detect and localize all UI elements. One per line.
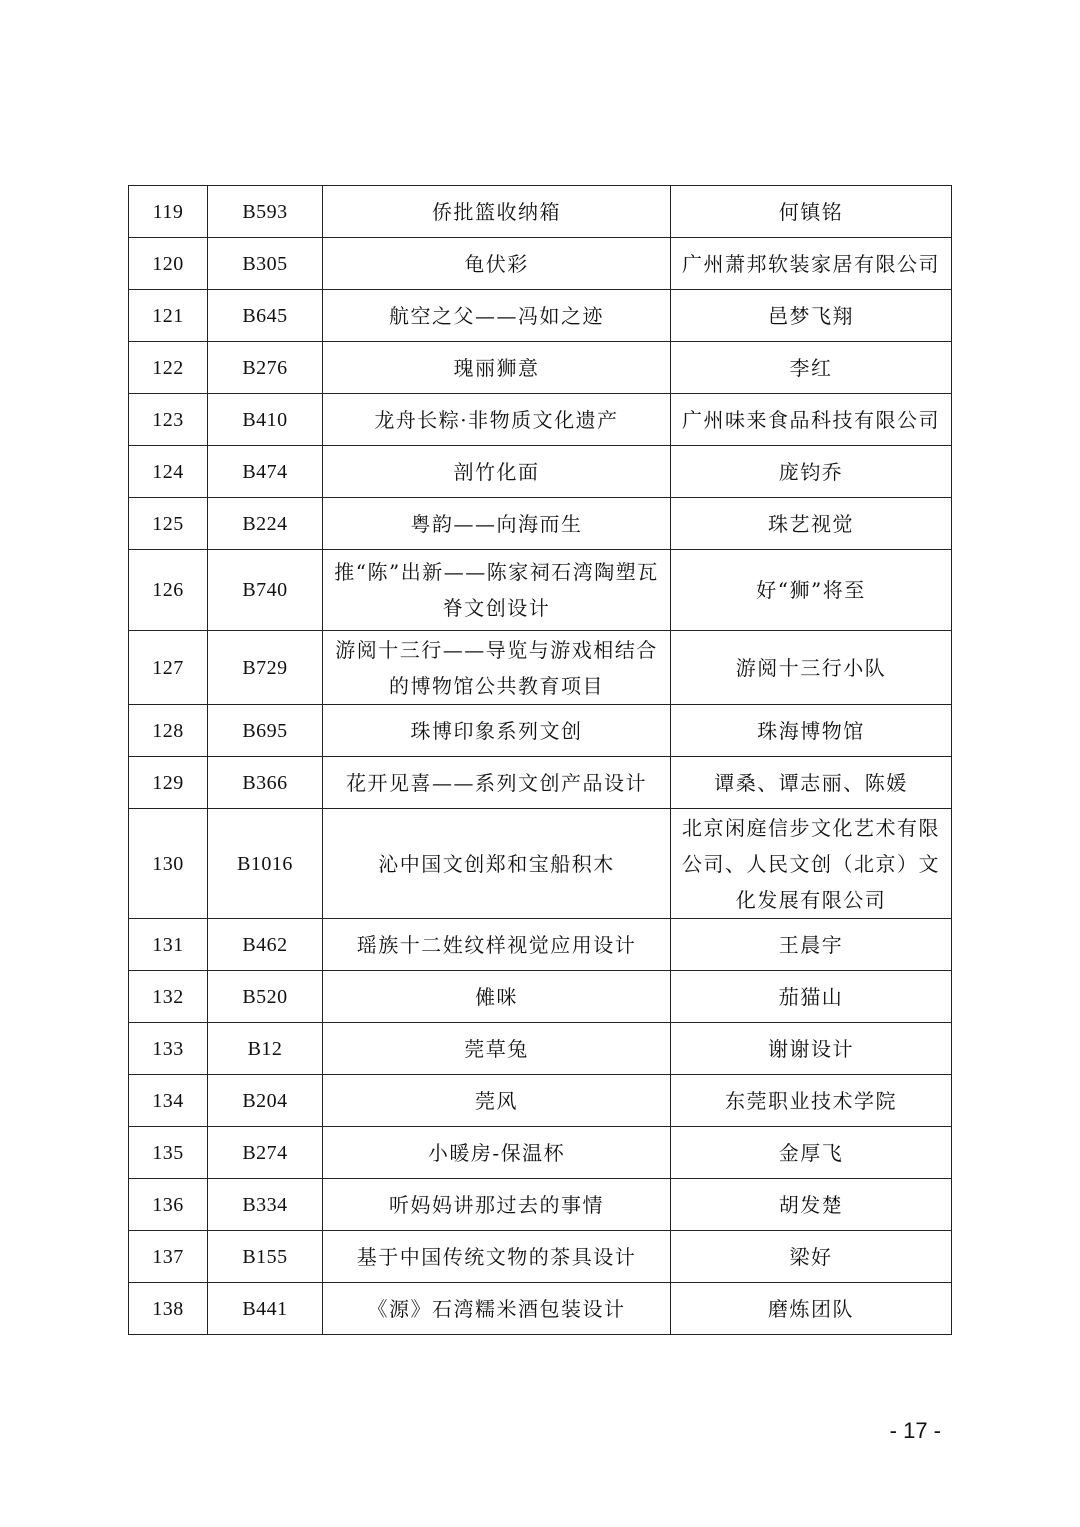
entry-title: 珠博印象系列文创 <box>323 705 671 757</box>
row-number: 133 <box>129 1023 208 1075</box>
entry-code: B474 <box>208 446 323 498</box>
table-row <box>129 342 952 394</box>
entry-author: 庞钧乔 <box>671 446 952 498</box>
entry-code: B155 <box>208 1231 323 1283</box>
row-number: 137 <box>129 1231 208 1283</box>
row-number: 134 <box>129 1075 208 1127</box>
entry-title: 瑶族十二姓纹样视觉应用设计 <box>323 919 671 971</box>
entry-title: 推“陈”出新——陈家祠石湾陶塑瓦脊文创设计 <box>323 550 671 631</box>
entry-title: 侨批篮收纳箱 <box>323 186 671 238</box>
entry-author: 游阅十三行小队 <box>671 631 952 705</box>
entry-code: B12 <box>208 1023 323 1075</box>
table-row <box>129 757 952 809</box>
row-number: 125 <box>129 498 208 550</box>
row-number: 119 <box>129 186 208 238</box>
entry-title: 莞草兔 <box>323 1023 671 1075</box>
entry-code: B366 <box>208 757 323 809</box>
entry-title: 《源》石湾糯米酒包装设计 <box>323 1283 671 1335</box>
entry-code: B441 <box>208 1283 323 1335</box>
entry-author: 茄猫山 <box>671 971 952 1023</box>
entry-code: B334 <box>208 1179 323 1231</box>
table-row <box>129 238 952 290</box>
row-number: 130 <box>129 809 208 919</box>
table-row <box>129 1023 952 1075</box>
entry-title: 听妈妈讲那过去的事情 <box>323 1179 671 1231</box>
row-number: 132 <box>129 971 208 1023</box>
entry-author: 金厚飞 <box>671 1127 952 1179</box>
row-number: 123 <box>129 394 208 446</box>
entry-code: B410 <box>208 394 323 446</box>
entry-author: 何镇铭 <box>671 186 952 238</box>
table-row <box>129 498 952 550</box>
entry-title: 游阅十三行——导览与游戏相结合的博物馆公共教育项目 <box>323 631 671 705</box>
row-number: 138 <box>129 1283 208 1335</box>
entry-title: 瑰丽狮意 <box>323 342 671 394</box>
table-row <box>129 631 952 705</box>
entry-author: 梁好 <box>671 1231 952 1283</box>
table-row <box>129 290 952 342</box>
entry-code: B729 <box>208 631 323 705</box>
entry-code: B224 <box>208 498 323 550</box>
row-number: 126 <box>129 550 208 631</box>
table-row <box>129 1283 952 1335</box>
table-row <box>129 971 952 1023</box>
entry-title: 剖竹化面 <box>323 446 671 498</box>
row-number: 121 <box>129 290 208 342</box>
row-number: 129 <box>129 757 208 809</box>
entry-code: B593 <box>208 186 323 238</box>
row-number: 136 <box>129 1179 208 1231</box>
entry-title: 莞风 <box>323 1075 671 1127</box>
entry-author: 北京闲庭信步文化艺术有限公司、人民文创（北京）文化发展有限公司 <box>671 809 952 919</box>
page-number: - 17 - <box>889 1418 941 1443</box>
entry-code: B740 <box>208 550 323 631</box>
table-row <box>129 1231 952 1283</box>
row-number: 131 <box>129 919 208 971</box>
entry-title: 航空之父——冯如之迹 <box>323 290 671 342</box>
entry-code: B1016 <box>208 809 323 919</box>
entry-title: 花开见喜——系列文创产品设计 <box>323 757 671 809</box>
entry-title: 龟伏彩 <box>323 238 671 290</box>
entry-code: B305 <box>208 238 323 290</box>
entry-code: B520 <box>208 971 323 1023</box>
entry-code: B462 <box>208 919 323 971</box>
row-number: 122 <box>129 342 208 394</box>
entry-author: 广州萧邦软装家居有限公司 <box>671 238 952 290</box>
table-row <box>129 550 952 631</box>
entry-code: B276 <box>208 342 323 394</box>
entry-title: 龙舟长粽·非物质文化遗产 <box>323 394 671 446</box>
entry-title: 小暖房-保温杯 <box>323 1127 671 1179</box>
entry-author: 谭桑、谭志丽、陈媛 <box>671 757 952 809</box>
table-row <box>129 1179 952 1231</box>
table-row <box>129 1127 952 1179</box>
entry-code: B695 <box>208 705 323 757</box>
entry-author: 广州味来食品科技有限公司 <box>671 394 952 446</box>
table-row <box>129 394 952 446</box>
row-number: 135 <box>129 1127 208 1179</box>
entry-author: 磨炼团队 <box>671 1283 952 1335</box>
entry-title: 粤韵——向海而生 <box>323 498 671 550</box>
entry-author: 东莞职业技术学院 <box>671 1075 952 1127</box>
entry-code: B204 <box>208 1075 323 1127</box>
entry-author: 邑梦飞翔 <box>671 290 952 342</box>
row-number: 127 <box>129 631 208 705</box>
entry-author: 谢谢设计 <box>671 1023 952 1075</box>
entry-title: 基于中国传统文物的茶具设计 <box>323 1231 671 1283</box>
entry-author: 王晨宇 <box>671 919 952 971</box>
entry-code: B274 <box>208 1127 323 1179</box>
row-number: 128 <box>129 705 208 757</box>
table-row <box>129 446 952 498</box>
entry-title: 傩咪 <box>323 971 671 1023</box>
entry-author: 珠海博物馆 <box>671 705 952 757</box>
entry-author: 胡发楚 <box>671 1179 952 1231</box>
entry-title: 沁中国文创郑和宝船积木 <box>323 809 671 919</box>
award-list-table <box>128 185 952 1335</box>
table-body <box>129 186 952 1335</box>
table-row <box>129 809 952 919</box>
row-number: 120 <box>129 238 208 290</box>
table-row <box>129 919 952 971</box>
entry-code: B645 <box>208 290 323 342</box>
table-row <box>129 186 952 238</box>
table-row <box>129 705 952 757</box>
entry-author: 李红 <box>671 342 952 394</box>
entry-author: 珠艺视觉 <box>671 498 952 550</box>
row-number: 124 <box>129 446 208 498</box>
entry-author: 好“狮”将至 <box>671 550 952 631</box>
table-row <box>129 1075 952 1127</box>
